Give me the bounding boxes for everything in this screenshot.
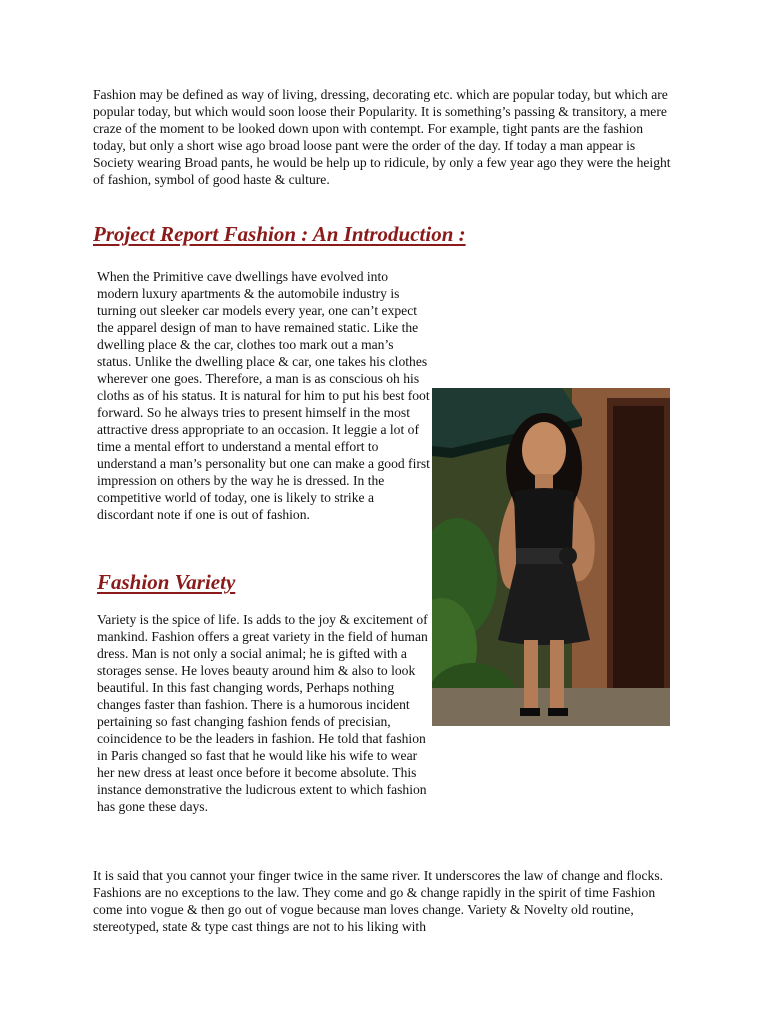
fashion-model-photo bbox=[432, 388, 670, 726]
intro-paragraph: Fashion may be defined as way of living, dressing, decorating etc. which are popular today, but which are popular today, but which would soon loose their Popularity. It is something’s passing & transitory, a mere craze of the moment to be looked down upon with contempt. For example, tight pants are the fashion today, but only a short wise ago broad loose pant were the order of the day. If today a man appear is Society wearing Broad pants, he would be help up to ridicule, by only a few year ago they were the height of fashion, symbol of good haste & culture. bbox=[93, 87, 671, 187]
introduction-paragraph: When the Primitive cave dwellings have evolved into modern luxury apartments & the automobile industry is turning out sleeker car models every year, one can’t expect the apparel design of man to have remained static. Like the dwelling place & the car, clothes too mark out a man’s status. Unlike the dwelling place & car, one takes his clothes wherever one goes. Therefore, a man is as conscious oh his cloths as of his status. It is natural for him to put his best foot forward. So he always tries to present himself in the most attractive dress appropriate to an occasion. It leggie a lot of time a mental effort to understand a mental effort to understand a man’s personality but one can make a good first impression on others by the way he is dressed. In the competitive world of today, one is likely to strike a discordant note if one is out of fashion. bbox=[97, 269, 430, 522]
section-heading-fashion-variety: Fashion Variety bbox=[97, 570, 236, 594]
closing-paragraph: It is said that you cannot your finger twice in the same river. It underscores the law of change and flocks. Fashions are no exceptions to the law. They come and go & change rapidly in the spirit of time Fashion come into vogue & then go out of vogue because man loves change. Variety & Novelty old routine, stereotyped, state & type cast things are not to his liking with bbox=[93, 868, 664, 934]
section-heading-introduction: Project Report Fashion : An Introduction : bbox=[93, 222, 466, 246]
fashion-variety-paragraph: Variety is the spice of life. Is adds to the joy & excitement of mankind. Fashion offers a great variety in the field of human dress. Man is not only a social animal; he is gifted with a storages sense. He loves beauty around him & also to look beautiful. In this fast changing words, Perhaps nothing changes faster than fashion. There is a humorous incident pertaining so fast changing fashion fends of precisian, coincidence to be the leaders in fashion. He told that fashion in Paris changed so fast that he would like his wife to wear her new dress at least once before it become absolute. This instance demonstrative the ludicrous extent to which fashion has gone these days. bbox=[97, 612, 428, 814]
